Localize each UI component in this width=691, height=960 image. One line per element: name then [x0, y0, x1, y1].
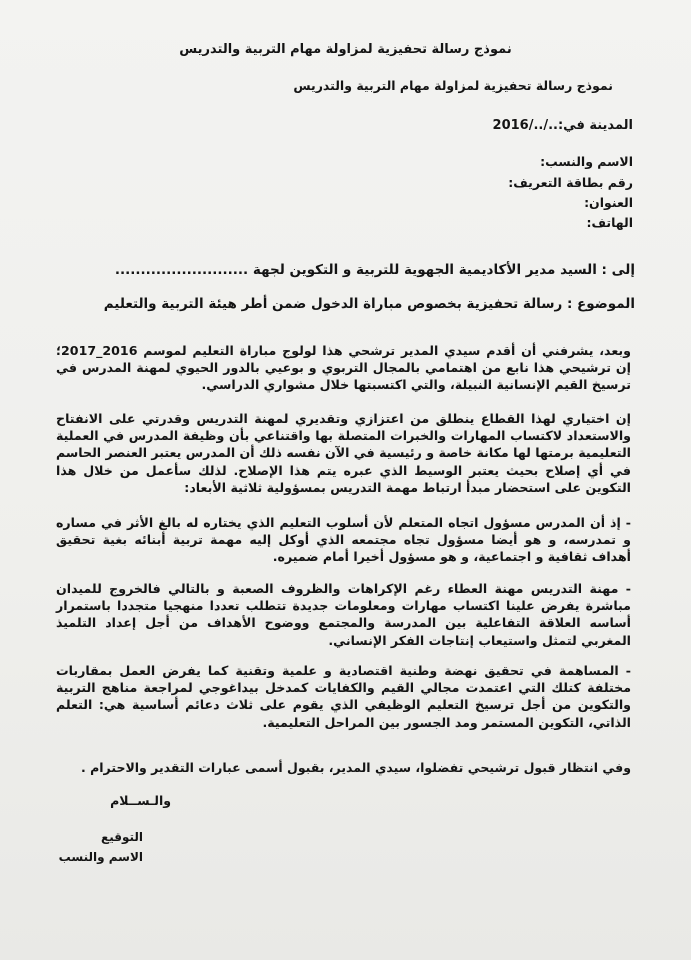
date-line: المدينة في:../../2016 — [492, 118, 633, 133]
subject-line: الموضوع : رسالة تحفيزية بخصوص مباراة الدخول ضمن أطر هيئة التربية والتعليم — [103, 296, 635, 312]
field-address: العنوان: — [584, 195, 633, 210]
signature-label: التوقيع — [101, 830, 143, 844]
salutation: والـســلام — [110, 793, 171, 808]
paragraph-responsibility: - إذ أن المدرس مسؤول اتجاه المتعلم لأن أسلوب التعليم الذي يختاره له بالغ الأثر في مساره و تمدرسه، و هو أيضا مسؤول تجاه مجتمعه الذي أوكل إليه مهمة تربية أبنائه بغية تحقيق أهداف ثقافية و اجتماعية، و هو مسؤول أخيرا أمام ضميره. — [56, 515, 631, 565]
paragraph-contribution: - المساهمة في تحقيق نهضة وطنية اقتصادية و علمية وتقنية كما يفرض العمل بمقاربات مختلفة كتلك التي اعتمدت مجالي القيم والكفايات كمدخل بيداغوجي لمراجعة مناهج التربية والتكوين من أجل ترسيخ التعليم الوظيفي الذي يقوم على ثلاث دعائم أساسية هي: التعلم الذاتي، التكوين المستمر ومد الجسور بين المراحل التعليمية. — [56, 663, 631, 730]
paragraph-intro: وبعد، يشرفني أن أقدم سيدي المدير ترشحي هذا لولوج مباراة التعليم لموسم 2016_2017؛ إن ترشيحي هذا نابع من اهتمامي بالمجال التربوي و بوعيي بالدور الحيوي لمهنة المدرس في ترسيخ القيم الإنسانية النبيلة، والتي اكتسبتها خلال مشواري الدراسي. — [56, 343, 631, 393]
paragraph-profession: - مهنة التدريس مهنة العطاء رغم الإكراهات والظروف الصعبة و بالتالي فالخروج للميدان مباشرة يفرض علينا اكتساب مهارات ومعلومات جديدة تتطلب تعددا منهجيا متجددا باستمرار أساسه العلاقة التفاعلية بين المدرسة والمجتمع ووضوح الأهداف من أجل إعداد التلميذ المغربي لتمثل واستيعاب إنتاجات الفكر الإنساني. — [56, 581, 631, 648]
closing-line: وفي انتظار قبول ترشيحي تفضلوا، سيدي المدير، بقبول أسمى عبارات التقدير والاحترام . — [81, 760, 631, 775]
main-title: نموذج رسالة تحفيزية لمزاولة مهام التربية والتدريس — [179, 42, 512, 57]
paragraph-motivation: إن اختياري لهذا القطاع ينطلق من اعتزازي وتقديري لمهنة التدريس وقدرتي على الانفتاح والاستعداد لاكتساب المهارات والخبرات المتصلة بها واقتناعي بأن وظيفة المدرس في العملية التعليمية برمتها لها مكانة خاصة و رئيسية في الآن نفسه ذلك أن المدرس يعتبر العنصر الحاسم في أي إصلاح بحيث يعتبر الوسيط الذي عبره يتم هذا الإصلاح. لذلك سأعمل من خلال هذا التكوين على استحضار مبدأ ارتباط مهمة التدريس بمسؤولية ثلاثية الأبعاد: — [56, 411, 631, 495]
recipient-line: إلى : السيد مدير الأكاديمية الجهوية للتربية و التكوين لجهة .......................... — [114, 262, 635, 278]
field-id-card: رقم بطاقة التعريف: — [508, 175, 633, 190]
sub-title: نموذج رسالة تحفيزية لمزاولة مهام التربية والتدريس — [293, 78, 613, 93]
signature-name-label: الاسم والنسب — [58, 850, 143, 864]
field-phone: الهاتف: — [586, 215, 633, 230]
field-name: الاسم والنسب: — [540, 154, 633, 169]
